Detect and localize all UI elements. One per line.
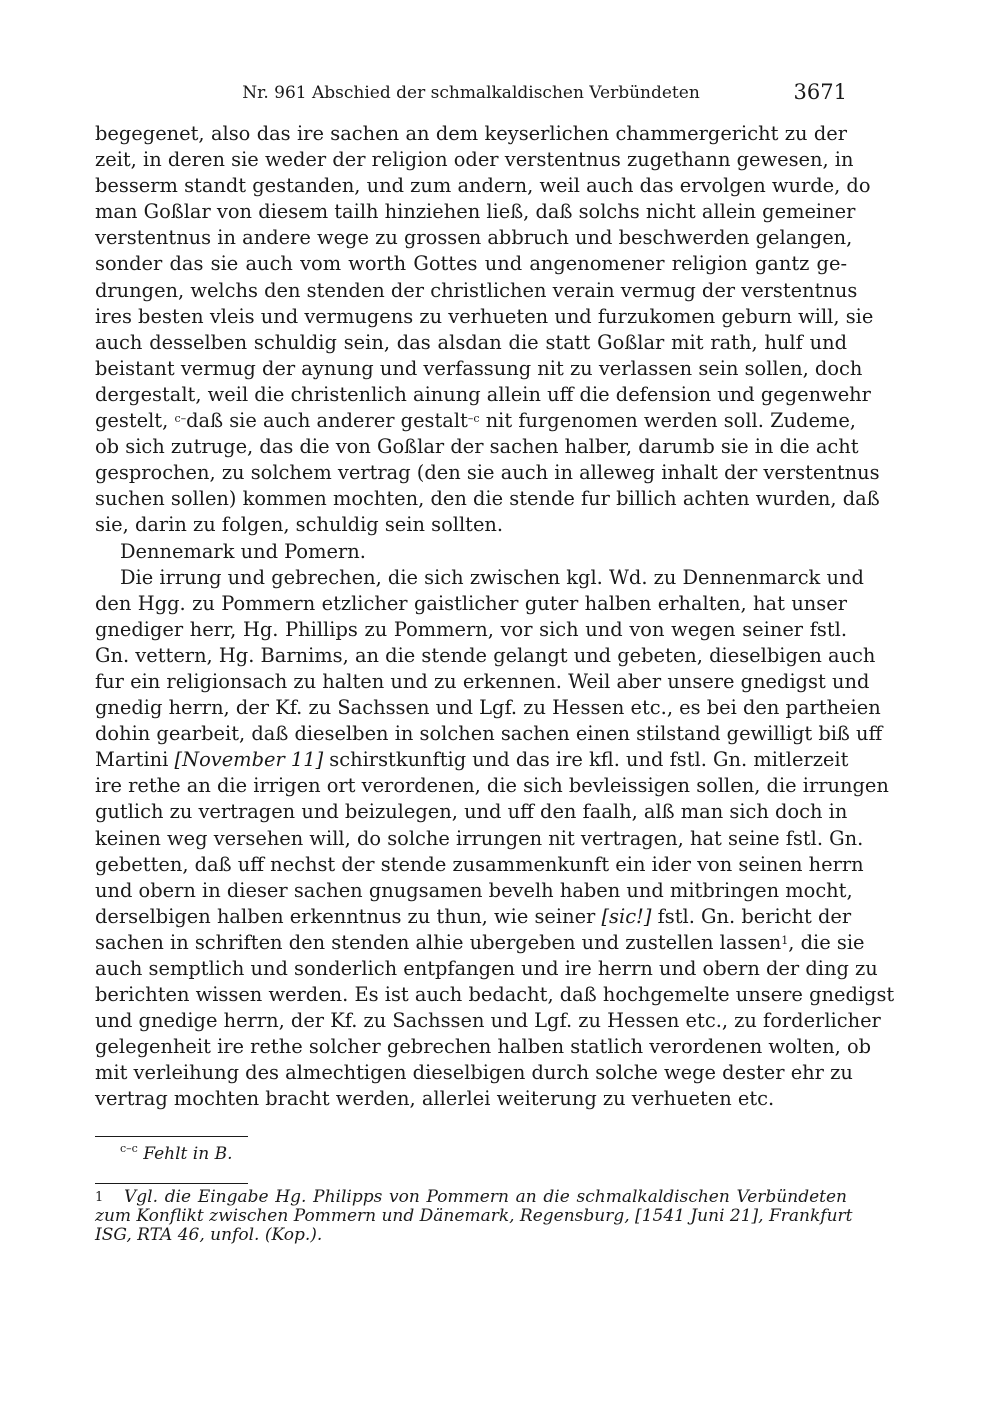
text-line: keinen weg versehen will, do solche irrungen nit vertragen, hat seine fstl. Gn. (95, 826, 864, 850)
text-segment: Martini (95, 748, 175, 772)
footnote-text: Vgl. die Eingabe Hg. Philipps von Pommern an die schmalkaldischen Verbündeten (124, 1187, 847, 1207)
editorial-note: [sic!] (601, 904, 652, 928)
text-segment: derselbigen halben erkenntnus zu thun, wie seiner (95, 904, 602, 928)
text-line: besserm standt gestanden, und zum andern, weil auch das ervolgen wurde, do (95, 174, 871, 198)
text-segment: nit furgenomen werden soll. Zudeme, (479, 409, 856, 433)
text-line: berichten wissen werden. Es ist auch bedacht, daß hochgemelte unsere gnedigst (95, 983, 895, 1007)
running-title: Nr. 961 Abschied der schmalkaldischen Verbündeten (242, 83, 700, 103)
text-line: fur ein religionsach zu halten und zu erkennen. Weil aber unsere gnedigst und (95, 669, 870, 693)
text-line: zeit, in deren sie weder der religion oder verstentnus zugethann gewesen, in (95, 148, 854, 172)
text-line: suchen sollen) kommen mochten, den die stende fur billich achten wurden, daß (95, 487, 880, 511)
text-line: man Goßlar von diesem tailh hinziehen ließ, daß solchs nicht allein gemeiner (95, 200, 856, 224)
footnote-divider (95, 1183, 248, 1184)
footnote-reference: 1 (781, 933, 789, 947)
text-line: gnedig herrn, der Kf. zu Sachssen und Lgf. zu Hessen etc., es bei den partheien (95, 696, 881, 720)
footnote-line: ISG, RTA 46, unfol. (Kop.). (95, 1225, 323, 1245)
text-line: gelegenheit ire rethe solcher gebrechen halben statlich verordenen wolten, ob (95, 1035, 872, 1059)
text-line: gesprochen, zu solchem vertrag (den sie auch in alleweg inhalt der verstentnus (95, 461, 880, 485)
text-line: ob sich zutruge, das die von Goßlar der sachen halber, darumb sie in die acht (95, 435, 859, 459)
text-line: gebetten, daß uff nechst der stende zusammenkunft ein ider von seinen herrn (95, 852, 864, 876)
text-line: beistant vermug der aynung und verfassung nit zu verlassen sein sollen, doch (95, 356, 863, 380)
textcritical-mark-open: c– (174, 412, 187, 426)
editorial-date: [November 11] (174, 748, 324, 772)
footnote-mark: c–c (120, 1142, 138, 1155)
text-line: drungen, welchs den stenden der christlichen verain vermug der verstentnus (95, 278, 858, 302)
text-line: den Hgg. zu Pommern etzlicher gaistlicher guter halben erhalten, hat unser (95, 591, 847, 615)
text-line: begegenet, also das ire sachen an dem keyserlichen chammergericht zu der (95, 122, 847, 145)
text-line: und obern in dieser sachen gnugsamen bevelh haben und mitbringen mocht, (95, 878, 853, 902)
text-line: vertrag mochten bracht werden, allerlei weiterung zu verhueten etc. (95, 1087, 775, 1111)
text-line: sie, darin zu folgen, schuldig sein sollten. (95, 513, 504, 537)
textcritical-mark-close: –c (467, 412, 480, 426)
text-line (95, 408, 856, 434)
text-line (95, 747, 847, 773)
page-number: 3671 (793, 80, 847, 104)
footnote-mark: 1 (95, 1190, 104, 1205)
text-segment: daß sie auch anderer gestalt (186, 409, 468, 433)
text-line (95, 904, 852, 930)
text-line: und gnedige herrn, der Kf. zu Sachssen und Lgf. zu Hessen etc., zu forderlicher (95, 1009, 881, 1033)
footnote-divider (95, 1136, 248, 1137)
text-line: gnediger herr, Hg. Phillips zu Pommern, vor sich und von wegen seiner fstl. (95, 617, 847, 641)
text-line: sonder das sie auch vom worth Gottes und angenomener religion gantz ge- (95, 252, 847, 276)
text-line (95, 930, 865, 956)
text-line: auch desselben schuldig sein, das alsdan die statt Goßlar mit rath, hulf und (95, 330, 847, 354)
text-line: Gn. vettern, Hg. Barnims, an die stende gelangt und gebeten, dieselbigen auch (95, 643, 876, 667)
text-line: ires besten vleis und vermugens zu verhueten und furzukomen geburn will, sie (95, 304, 874, 328)
text-segment: sachen in schriften den stenden alhie ubergeben und zustellen lassen (95, 930, 782, 954)
text-line: dohin gearbeit, daß dieselben in solchen sachen einen stilstand gewilligt biß uff (95, 722, 883, 746)
footnote-text: Fehlt in B. (143, 1144, 233, 1164)
text-line: dergestalt, weil die christenlich ainung allein uff die defension und gegenwehr (95, 382, 871, 406)
text-segment: fstl. Gn. bericht der (651, 904, 852, 928)
footnote-line: zum Konflikt zwischen Pommern und Dänemark, Regensburg, [1541 Juni 21], Frankfurt (95, 1206, 853, 1226)
footnote-line (95, 1188, 847, 1207)
text-line: Die irrung und gebrechen, die sich zwischen kgl. Wd. zu Dennenmarck und (120, 565, 864, 589)
main-text (95, 121, 895, 1113)
text-line: gutlich zu vertragen und beizulegen, und uff den faalh, alß man sich doch in (95, 800, 848, 824)
section-heading: Dennemark und Pomern. (120, 539, 366, 563)
text-line: mit verleihung des almechtigen dieselbigen durch solche wege dester ehr zu (95, 1061, 853, 1085)
commentary-footnote (95, 1187, 853, 1245)
text-segment: schirstkunftig und das ire kfl. und fstl. Gn. mitlerzeit (323, 748, 849, 772)
text-line: verstentnus in andere wege zu grossen abbruch und beschwerden gelangen, (95, 226, 853, 250)
text-line: ire rethe an die irrigen ort verordenen, die sich bevleissigen sollen, die irrungen (95, 774, 889, 798)
text-segment: gestelt, (95, 409, 175, 433)
text-line: auch semptlich und sonderlich entpfangen und ire herrn und obern der ding zu (95, 957, 878, 980)
textcritical-footnote (120, 1144, 232, 1164)
text-segment: , die sie (788, 930, 865, 954)
running-header (95, 80, 847, 106)
